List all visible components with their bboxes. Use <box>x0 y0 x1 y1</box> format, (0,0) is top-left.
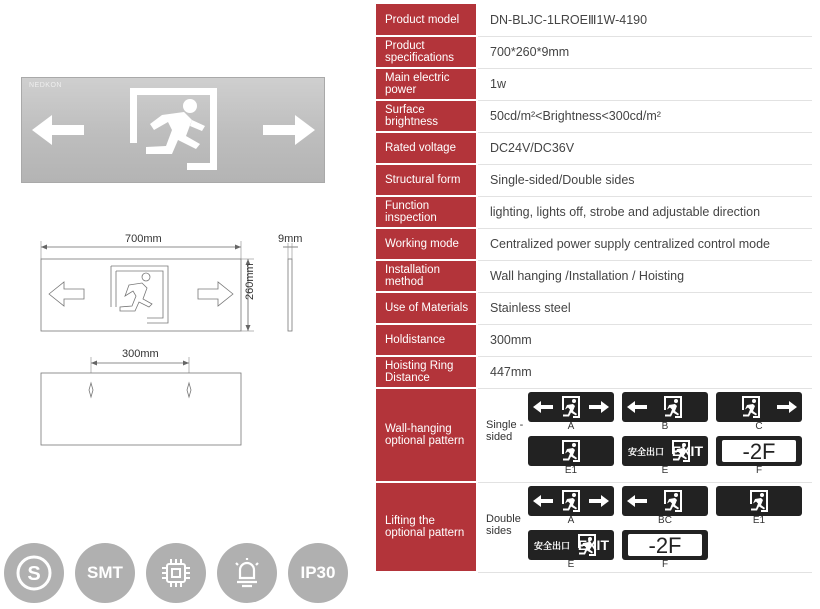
spec-label: Product model <box>376 4 477 36</box>
spec-value: 447mm <box>477 356 812 388</box>
lift-pattern-row <box>376 482 812 572</box>
wall-pattern-row <box>376 388 812 482</box>
pattern-tile-E1 <box>528 436 614 466</box>
spec-row <box>376 292 812 324</box>
spec-table <box>376 4 812 573</box>
pattern-caption: F <box>661 558 669 570</box>
pattern-tile-F <box>716 436 802 466</box>
spec-value: 50cd/m²<Brightness<300cd/m² <box>477 100 812 132</box>
thickness-label: 9mm <box>278 233 303 245</box>
pattern-tile-BC <box>622 486 708 516</box>
spec-row <box>376 196 812 228</box>
smt-badge: SMT <box>75 543 135 603</box>
pattern-tile-F <box>622 530 708 560</box>
spec-row <box>376 164 812 196</box>
spec-label: Hoisting Ring Distance <box>376 356 477 388</box>
svg-text:安全出口: 安全出口 <box>628 446 665 457</box>
lamp-icon <box>217 543 277 603</box>
pattern-tile-C <box>716 392 802 422</box>
spec-label: Rated voltage <box>376 132 477 164</box>
spec-label: Surface brightness <box>376 100 477 132</box>
pattern-caption: A <box>567 420 575 432</box>
spec-label: Working mode <box>376 228 477 260</box>
lift-pattern-label: Lifting the optional pattern <box>376 482 477 572</box>
wall-pattern-cell <box>477 388 812 482</box>
left-arrow-icon <box>32 115 84 145</box>
spec-row <box>376 228 812 260</box>
spec-row <box>376 260 812 292</box>
spec-value: Wall hanging /Installation / Hoisting <box>477 260 812 292</box>
pattern-caption: F <box>755 464 763 476</box>
ip30-badge: IP30 <box>288 543 348 603</box>
exit-sign-graphic <box>22 78 324 182</box>
right-arrow-icon <box>263 115 315 145</box>
running-man-icon <box>146 99 205 154</box>
pattern-caption: BC <box>658 514 672 526</box>
svg-text:S: S <box>27 563 41 585</box>
spec-value: lighting, lights off, strobe and adjustable direction <box>477 196 812 228</box>
pattern-tile-B <box>622 392 708 422</box>
brand-logo: NEDKON <box>29 82 62 89</box>
spec-label: Structural form <box>376 164 477 196</box>
spec-row <box>376 324 812 356</box>
pattern-tile-A <box>528 486 614 516</box>
svg-text:-2F: -2F <box>648 532 682 558</box>
pattern-caption: E1 <box>564 464 578 476</box>
spec-row <box>376 4 812 36</box>
pattern-caption: E <box>567 558 575 570</box>
pattern-caption: B <box>661 420 669 432</box>
spec-value: Single-sided/Double sides <box>477 164 812 196</box>
height-label: 260mm <box>244 263 256 300</box>
spec-value: DN-BLJC-1LROEⅢ1W-4190 <box>477 4 812 36</box>
hoisting-view-panel <box>41 373 241 445</box>
pattern-caption: A <box>567 514 575 526</box>
spec-value: 1w <box>477 68 812 100</box>
spec-label: Product specifications <box>376 36 477 68</box>
spec-row <box>376 356 812 388</box>
pattern-tile-E <box>528 530 614 560</box>
spec-value: Stainless steel <box>477 292 812 324</box>
spec-label: Installation method <box>376 260 477 292</box>
front-view-panel <box>41 259 241 331</box>
pattern-caption: C <box>755 420 763 432</box>
svg-text:安全出口: 安全出口 <box>534 540 571 551</box>
pattern-tile-A <box>528 392 614 422</box>
svg-text:EXIT: EXIT <box>577 536 609 553</box>
lift-pattern-cell <box>477 482 812 572</box>
spec-row <box>376 36 812 68</box>
technical-drawing <box>0 225 330 455</box>
double-sided-label: Double sides <box>486 512 521 537</box>
spec-label: Main electric power <box>376 68 477 100</box>
spec-label: Holdistance <box>376 324 477 356</box>
svg-text:-2F: -2F <box>742 438 776 464</box>
chip-icon <box>146 543 206 603</box>
spec-value: DC24V/DC36V <box>477 132 812 164</box>
side-view-panel <box>288 259 292 331</box>
spec-label: Function inspection <box>376 196 477 228</box>
spec-value: Centralized power supply centralized control mode <box>477 228 812 260</box>
product-photo <box>21 77 325 183</box>
spec-row <box>376 100 812 132</box>
pattern-caption: E1 <box>752 514 766 526</box>
wall-pattern-label: Wall-hanging optional pattern <box>376 388 477 482</box>
width-label: 700mm <box>125 233 162 245</box>
spec-label: Use of Materials <box>376 292 477 324</box>
pattern-tile-E <box>622 436 708 466</box>
spec-value: 700*260*9mm <box>477 36 812 68</box>
single-sided-label: Single -sided <box>486 418 524 443</box>
svg-text:EXIT: EXIT <box>671 442 703 459</box>
pattern-caption: E <box>661 464 669 476</box>
spec-row <box>376 132 812 164</box>
pattern-tile-E1 <box>716 486 802 516</box>
spec-row <box>376 68 812 100</box>
spec-value: 300mm <box>477 324 812 356</box>
s-certification-icon <box>4 543 64 603</box>
ring-spacing-label: 300mm <box>122 348 159 360</box>
